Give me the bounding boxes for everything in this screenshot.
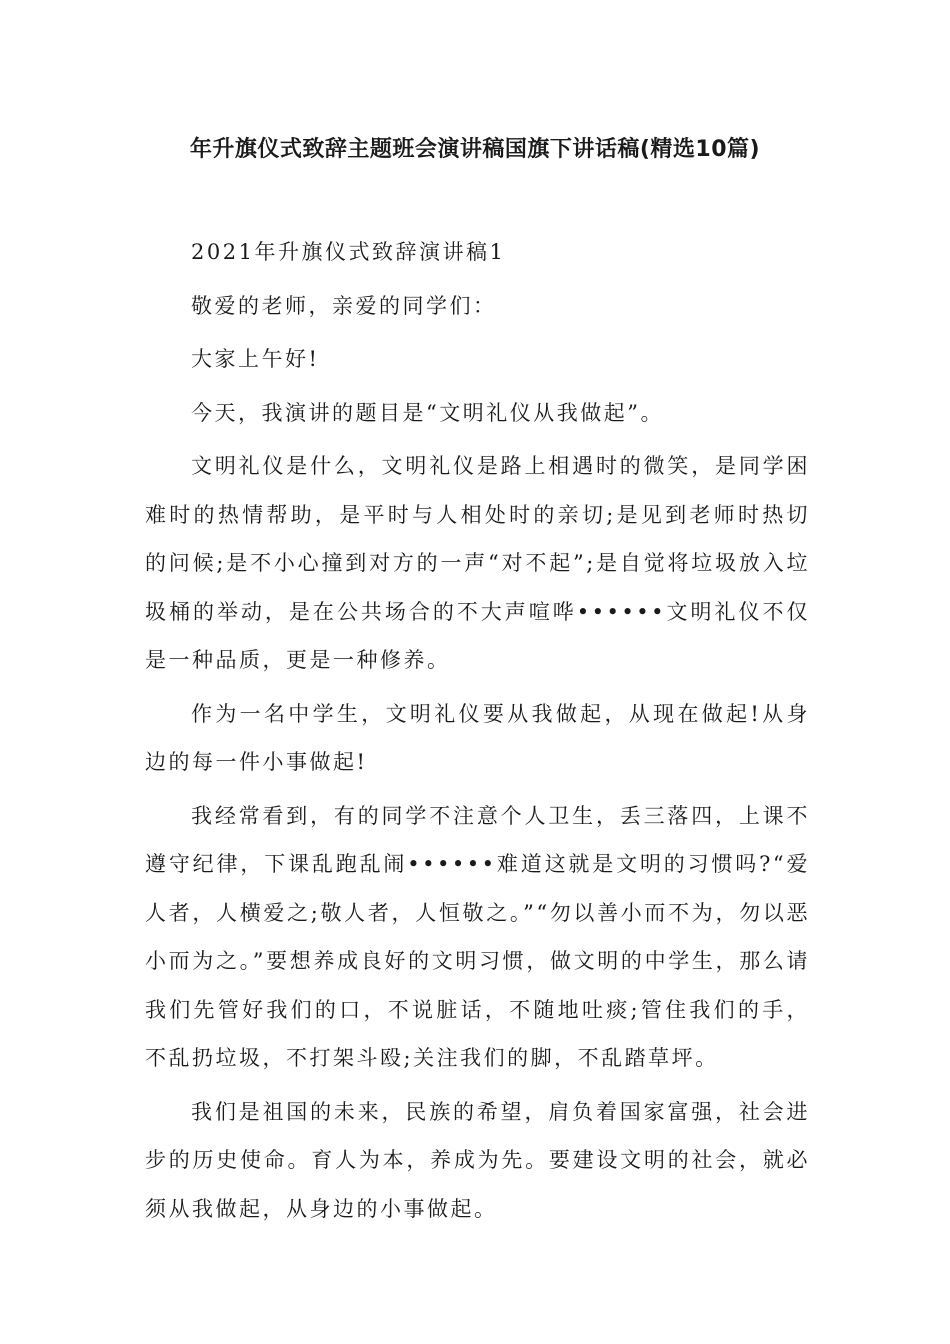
body-paragraph: 作为一名中学生，文明礼仪要从我做起，从现在做起!从身边的每一件小事做起! (145, 701, 810, 774)
body-paragraph: 我们是祖国的未来，民族的希望，肩负着国家富强，社会进步的历史使命。育人为本，养成为先。要建设文明的社会，就必须从我做起，从身边的小事做起。 (145, 1099, 810, 1221)
topic-paragraph: 今天，我演讲的题目是“文明礼仪从我做起”。 (191, 400, 664, 425)
greeting: 大家上午好! (191, 347, 320, 371)
document-body (145, 228, 810, 1238)
document-title: 年升旗仪式致辞主题班会演讲稿国旗下讲话稿(精选10篇) (189, 137, 761, 162)
body-paragraph: 我经常看到，有的同学不注意个人卫生，丢三落四，上课不遵守纪律，下课乱跑乱闹••••••难道这就是文明的习惯吗?“爱人者，人横爱之;敬人者，人恒敬之。”“勿以善小而不为，勿以恶小而为之。”要想养成良好的文明习惯，做文明的中学生，那么请我们先管好我们的口，不说脏话，不随地吐痰;管住我们的手，不乱扔垃圾，不打架斗殴;关注我们的脚，不乱踏草坪。 (145, 803, 810, 1070)
body-paragraph: 文明礼仪是什么，文明礼仪是路上相遇时的微笑，是同学困难时的热情帮助，是平时与人相处时的亲切;是见到老师时热切的问候;是不小心撞到对方的一声“对不起”;是自觉将垃圾放入垃圾桶的举动，是在公共场合的不大声喧哗••••••文明礼仪不仅是一种品质，更是一种修养。 (145, 454, 810, 672)
speech-heading: 2021年升旗仪式致辞演讲稿1 (191, 240, 506, 264)
salutation: 敬爱的老师，亲爱的同学们： (191, 293, 497, 318)
